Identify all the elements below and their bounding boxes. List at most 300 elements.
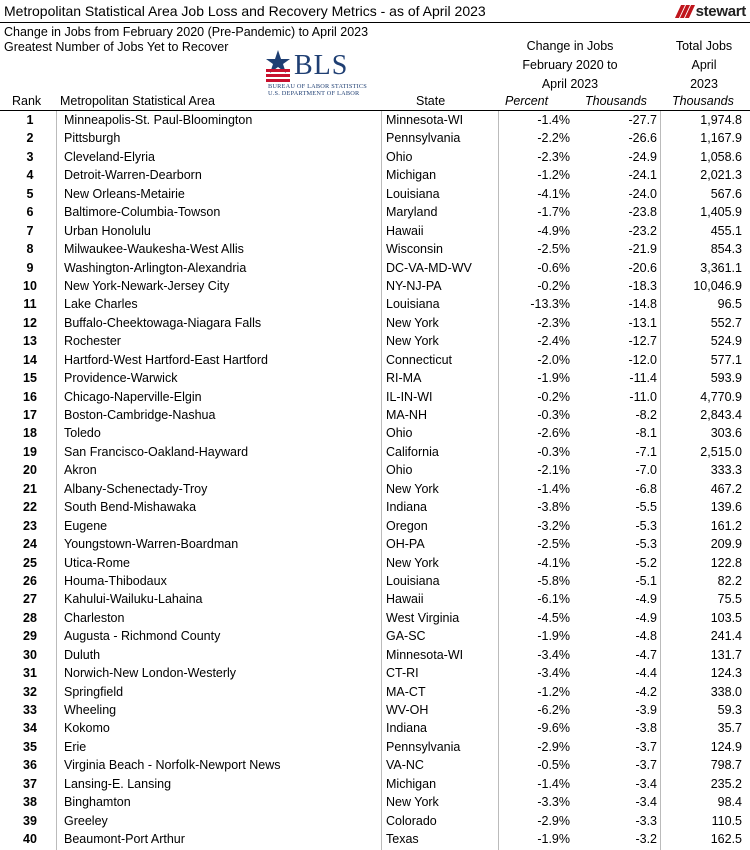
msa-cell: New Orleans-Metairie <box>64 186 185 201</box>
msa-cell: Kokomo <box>64 721 110 736</box>
rank-cell: 13 <box>23 334 37 349</box>
state-cell: Minnesota-WI <box>386 647 464 662</box>
percent-cell: -2.0% <box>537 352 570 367</box>
title-bar <box>0 0 750 23</box>
total-jobs-cell: 467.2 <box>710 481 742 496</box>
table-row <box>0 535 750 553</box>
msa-cell: Boston-Cambridge-Nashua <box>64 408 216 422</box>
table-row <box>0 148 750 166</box>
rank-cell: 6 <box>26 205 34 220</box>
column-header-total-thousands: Thousands <box>672 94 734 108</box>
rank-cell: 25 <box>23 555 37 570</box>
rank-cell: 20 <box>23 463 37 478</box>
percent-cell: -1.4% <box>537 776 570 791</box>
column-header-msa: Metropolitan Statistical Area <box>60 94 215 108</box>
thousands-cell: -8.2 <box>635 408 657 422</box>
rank-cell: 16 <box>23 389 37 404</box>
percent-cell: -3.2% <box>537 518 570 533</box>
percent-cell: -2.6% <box>537 426 570 441</box>
percent-cell: -0.6% <box>537 260 570 275</box>
state-cell: Maryland <box>386 205 438 220</box>
thousands-cell: -3.3 <box>635 813 657 828</box>
state-cell: Ohio <box>386 149 413 164</box>
table-row <box>0 443 750 461</box>
total-jobs-cell: 241.4 <box>710 629 742 644</box>
state-cell: Louisiana <box>386 186 440 201</box>
total-jobs-cell: 338.0 <box>710 684 742 699</box>
table-row <box>0 277 750 295</box>
state-cell: Wisconsin <box>386 242 443 257</box>
msa-cell: Buffalo-Cheektowaga-Niagara Falls <box>64 315 262 330</box>
state-cell: New York <box>386 795 439 810</box>
msa-cell: Springfield <box>64 684 124 699</box>
state-cell: DC-VA-MD-WV <box>386 260 472 275</box>
percent-cell: -2.2% <box>537 131 570 146</box>
total-jobs-cell: 110.5 <box>711 813 742 828</box>
percent-cell: -2.9% <box>537 813 570 828</box>
percent-cell: -4.5% <box>537 610 570 625</box>
table-row <box>0 332 750 350</box>
rank-cell: 2 <box>26 131 34 146</box>
table-row <box>0 830 750 848</box>
total-jobs-cell: 3,361.1 <box>700 260 742 275</box>
rank-cell: 38 <box>23 795 37 810</box>
table-row <box>0 388 750 406</box>
total-jobs-cell: 552.7 <box>710 315 742 330</box>
total-jobs-cell: 82.2 <box>717 573 742 588</box>
state-cell: Texas <box>386 832 419 847</box>
thousands-cell: -23.8 <box>628 205 657 220</box>
thousands-cell: -5.3 <box>635 518 657 533</box>
table-row <box>0 480 750 498</box>
rank-cell: 12 <box>23 315 37 330</box>
msa-cell: Youngstown-Warren-Boardman <box>64 537 239 552</box>
state-cell: Ohio <box>386 463 413 478</box>
rank-cell: 8 <box>26 242 34 257</box>
state-cell: Connecticut <box>386 352 453 367</box>
total-jobs-cell: 333.3 <box>710 463 742 478</box>
total-jobs-cell: 1,167.9 <box>700 131 742 146</box>
thousands-cell: -4.4 <box>635 666 657 681</box>
table-row <box>0 554 750 572</box>
table-row <box>0 185 750 203</box>
table-row <box>0 240 750 258</box>
thousands-cell: -4.9 <box>635 610 657 625</box>
thousands-cell: -6.8 <box>635 481 657 496</box>
table-row <box>0 793 750 811</box>
state-cell: Michigan <box>386 168 437 183</box>
total-jobs-cell: 122.8 <box>710 555 742 570</box>
msa-cell: Erie <box>64 739 87 754</box>
total-jobs-cell: 593.9 <box>710 371 742 386</box>
total-jobs-cell: 2,021.3 <box>700 168 742 183</box>
msa-cell: Charleston <box>64 610 125 625</box>
total-header-line1: Total Jobs <box>675 39 733 53</box>
rank-cell: 21 <box>23 481 37 496</box>
total-jobs-cell: 162.5 <box>710 832 742 847</box>
total-jobs-cell: 235.2 <box>710 776 742 791</box>
state-cell: Pennsylvania <box>386 131 461 146</box>
total-jobs-cell: 209.9 <box>710 537 742 552</box>
percent-cell: -1.9% <box>537 832 570 847</box>
table-row <box>0 166 750 184</box>
msa-cell: San Francisco-Oakland-Hayward <box>64 444 249 459</box>
msa-cell: Kahului-Wailuku-Lahaina <box>64 592 203 607</box>
total-jobs-cell: 455.1 <box>710 223 742 238</box>
stewart-logo-icon <box>676 5 694 18</box>
thousands-cell: -5.5 <box>635 500 657 515</box>
state-cell: Hawaii <box>386 223 424 238</box>
rank-cell: 35 <box>23 739 37 754</box>
thousands-cell: -24.1 <box>628 168 657 183</box>
total-jobs-cell: 854.3 <box>710 242 742 257</box>
rank-cell: 18 <box>23 426 37 441</box>
msa-cell: Norwich-New London-Westerly <box>64 666 237 681</box>
rank-cell: 9 <box>26 260 34 275</box>
data-table <box>0 111 750 849</box>
percent-cell: -0.3% <box>537 408 570 422</box>
state-cell: Louisiana <box>386 297 440 312</box>
percent-cell: -6.2% <box>537 703 570 717</box>
total-jobs-cell: 303.6 <box>710 426 742 441</box>
rank-cell: 37 <box>23 776 37 791</box>
msa-cell: Augusta - Richmond County <box>64 629 221 644</box>
thousands-cell: -5.2 <box>635 555 657 570</box>
rank-cell: 40 <box>23 832 37 847</box>
state-cell: Michigan <box>386 776 437 791</box>
rank-cell: 30 <box>23 647 37 662</box>
state-cell: Oregon <box>386 518 428 533</box>
table-row <box>0 627 750 645</box>
bls-logo-icon <box>262 49 294 83</box>
stewart-logo-text: stewart <box>695 3 746 20</box>
msa-cell: Utica-Rome <box>64 555 130 570</box>
state-cell: New York <box>386 481 439 496</box>
thousands-cell: -20.6 <box>628 260 657 275</box>
thousands-cell: -3.9 <box>635 703 657 717</box>
msa-cell: Albany-Schenectady-Troy <box>64 481 208 496</box>
rank-cell: 23 <box>23 518 37 533</box>
rank-cell: 10 <box>23 278 37 293</box>
percent-cell: -0.5% <box>537 758 570 773</box>
state-cell: IL-IN-WI <box>386 389 433 404</box>
state-cell: CT-RI <box>386 666 419 681</box>
change-header-line3: April 2023 <box>541 77 599 91</box>
state-cell: Hawaii <box>386 592 424 607</box>
rank-cell: 3 <box>26 149 34 164</box>
subtitle-2: Greatest Number of Jobs Yet to Recover <box>4 40 229 54</box>
table-row <box>0 406 750 424</box>
total-jobs-cell: 577.1 <box>710 352 742 367</box>
thousands-cell: -3.7 <box>635 758 657 773</box>
rank-cell: 19 <box>23 444 37 459</box>
total-header-line3: 2023 <box>690 77 718 91</box>
total-jobs-cell: 1,974.8 <box>700 113 742 127</box>
total-jobs-cell: 131.7 <box>710 647 742 662</box>
total-jobs-cell: 4,770.9 <box>700 389 742 404</box>
thousands-cell: -7.0 <box>635 463 657 478</box>
state-cell: Minnesota-WI <box>386 113 464 127</box>
bls-logo <box>262 49 382 99</box>
state-cell: GA-SC <box>386 629 426 644</box>
thousands-cell: -3.2 <box>635 832 657 847</box>
thousands-cell: -7.1 <box>635 444 657 459</box>
table-row <box>0 424 750 442</box>
rank-cell: 29 <box>23 629 37 644</box>
state-cell: West Virginia <box>386 610 460 625</box>
msa-cell: Lansing-E. Lansing <box>64 776 172 791</box>
total-jobs-cell: 10,046.9 <box>693 278 742 293</box>
total-jobs-cell: 96.5 <box>717 297 742 312</box>
table-row <box>0 314 750 332</box>
percent-cell: -5.8% <box>537 573 570 588</box>
state-cell: NY-NJ-PA <box>386 278 442 293</box>
table-row <box>0 498 750 516</box>
thousands-cell: -11.0 <box>629 389 657 404</box>
column-header-rank: Rank <box>12 94 42 108</box>
state-cell: MA-CT <box>386 684 426 699</box>
state-cell: OH-PA <box>386 537 425 552</box>
msa-cell: Virginia Beach - Norfolk-Newport News <box>64 758 281 773</box>
thousands-cell: -4.9 <box>635 592 657 607</box>
table-row <box>0 738 750 756</box>
thousands-cell: -18.3 <box>628 278 657 293</box>
msa-cell: Minneapolis-St. Paul-Bloomington <box>64 113 253 127</box>
total-jobs-cell: 567.6 <box>710 186 742 201</box>
msa-cell: Providence-Warwick <box>64 371 178 386</box>
percent-cell: -3.8% <box>537 500 570 515</box>
table-row <box>0 609 750 627</box>
table-row <box>0 517 750 535</box>
rank-cell: 36 <box>23 758 37 773</box>
state-cell: California <box>386 444 439 459</box>
msa-cell: Houma-Thibodaux <box>64 573 167 588</box>
total-jobs-cell: 98.4 <box>717 795 742 810</box>
percent-cell: -3.4% <box>537 647 570 662</box>
total-jobs-cell: 124.9 <box>710 739 742 754</box>
percent-cell: -1.9% <box>537 371 570 386</box>
msa-cell: Urban Honolulu <box>64 223 151 238</box>
change-header-line2: February 2020 to <box>522 58 618 72</box>
total-jobs-cell: 2,843.4 <box>700 408 742 422</box>
state-cell: Colorado <box>386 813 437 828</box>
table-row <box>0 701 750 719</box>
thousands-cell: -23.2 <box>628 223 657 238</box>
change-group-header <box>495 37 645 94</box>
thousands-cell: -27.7 <box>628 113 657 127</box>
percent-cell: -2.9% <box>537 739 570 754</box>
thousands-cell: -3.8 <box>635 721 657 736</box>
table-row <box>0 203 750 221</box>
total-jobs-cell: 524.9 <box>710 334 742 349</box>
percent-cell: -4.9% <box>537 223 570 238</box>
percent-cell: -13.3% <box>530 297 570 312</box>
percent-cell: -0.3% <box>537 444 570 459</box>
state-cell: Indiana <box>386 500 428 515</box>
state-cell: MA-NH <box>386 408 427 422</box>
rank-cell: 33 <box>23 703 37 717</box>
rank-cell: 17 <box>23 408 37 422</box>
table-row <box>0 664 750 682</box>
total-jobs-cell: 139.6 <box>710 500 742 515</box>
percent-cell: -1.4% <box>537 113 570 127</box>
subtitle-1: Change in Jobs from February 2020 (Pre-Pandemic) to April 2023 <box>4 25 369 39</box>
table-row <box>0 756 750 774</box>
stewart-logo <box>676 3 746 20</box>
thousands-cell: -24.0 <box>628 186 657 201</box>
percent-cell: -6.1% <box>537 592 570 607</box>
percent-cell: -2.3% <box>537 315 570 330</box>
thousands-cell: -12.7 <box>628 334 657 349</box>
rank-cell: 4 <box>26 168 34 183</box>
percent-cell: -2.1% <box>537 463 570 478</box>
thousands-cell: -24.9 <box>628 149 657 164</box>
state-cell: VA-NC <box>386 758 424 773</box>
rank-cell: 27 <box>23 592 37 607</box>
total-jobs-cell: 75.5 <box>717 592 742 607</box>
msa-cell: Duluth <box>64 647 101 662</box>
percent-cell: -0.2% <box>537 389 570 404</box>
thousands-cell: -12.0 <box>628 352 657 367</box>
state-cell: Pennsylvania <box>386 739 461 754</box>
thousands-cell: -13.1 <box>628 315 657 330</box>
change-header-line1: Change in Jobs <box>526 39 614 53</box>
state-cell: RI-MA <box>386 371 422 386</box>
rank-cell: 28 <box>23 610 37 625</box>
state-cell: New York <box>386 315 439 330</box>
msa-cell: Hartford-West Hartford-East Hartford <box>64 352 268 367</box>
thousands-cell: -3.7 <box>635 739 657 754</box>
msa-cell: Rochester <box>64 334 121 349</box>
thousands-cell: -11.4 <box>629 371 657 386</box>
thousands-cell: -5.3 <box>635 537 657 552</box>
table-row <box>0 111 750 129</box>
percent-cell: -3.3% <box>537 795 570 810</box>
percent-cell: -2.5% <box>537 242 570 257</box>
bls-logo-line2: U.S. DEPARTMENT OF LABOR <box>268 90 360 97</box>
state-cell: New York <box>386 555 439 570</box>
msa-cell: Greeley <box>64 813 108 828</box>
total-jobs-cell: 59.3 <box>717 703 742 717</box>
msa-cell: Milwaukee-Waukesha-West Allis <box>64 242 244 257</box>
table-row <box>0 590 750 608</box>
rank-cell: 31 <box>23 666 37 681</box>
rank-cell: 22 <box>23 500 37 515</box>
msa-cell: Chicago-Naperville-Elgin <box>64 389 202 404</box>
percent-cell: -3.4% <box>537 666 570 681</box>
percent-cell: -4.1% <box>537 186 570 201</box>
table-row <box>0 461 750 479</box>
column-header-thousands: Thousands <box>585 94 647 108</box>
thousands-cell: -26.6 <box>628 131 657 146</box>
table-row <box>0 369 750 387</box>
thousands-cell: -5.1 <box>635 573 657 588</box>
rank-cell: 32 <box>23 684 37 699</box>
table-row <box>0 351 750 369</box>
column-header-percent: Percent <box>505 94 549 108</box>
thousands-cell: -4.8 <box>635 629 657 644</box>
percent-cell: -2.5% <box>537 537 570 552</box>
percent-cell: -1.4% <box>537 481 570 496</box>
state-cell: Ohio <box>386 426 413 441</box>
table-row <box>0 129 750 147</box>
table-row <box>0 646 750 664</box>
percent-cell: -2.3% <box>537 149 570 164</box>
thousands-cell: -3.4 <box>635 795 657 810</box>
total-jobs-cell: 1,058.6 <box>700 149 742 164</box>
thousands-cell: -4.2 <box>635 684 657 699</box>
msa-cell: Pittsburgh <box>64 131 121 146</box>
percent-cell: -1.2% <box>537 684 570 699</box>
percent-cell: -0.2% <box>537 278 570 293</box>
msa-cell: Detroit-Warren-Dearborn <box>64 168 202 183</box>
total-jobs-cell: 124.3 <box>710 666 742 681</box>
msa-cell: Cleveland-Elyria <box>64 149 156 164</box>
rank-cell: 15 <box>23 371 37 386</box>
rank-cell: 1 <box>26 113 34 127</box>
table-row <box>0 295 750 313</box>
msa-cell: Lake Charles <box>64 297 138 312</box>
percent-cell: -1.2% <box>537 168 570 183</box>
total-jobs-cell: 1,405.9 <box>700 205 742 220</box>
thousands-cell: -4.7 <box>635 647 657 662</box>
table-row <box>0 572 750 590</box>
msa-cell: Wheeling <box>64 703 117 717</box>
rank-cell: 5 <box>26 186 34 201</box>
thousands-cell: -8.1 <box>635 426 657 441</box>
msa-cell: Binghamton <box>64 795 131 810</box>
total-header-line2: April <box>691 58 717 72</box>
percent-cell: -4.1% <box>537 555 570 570</box>
total-group-header <box>660 37 748 94</box>
rank-cell: 7 <box>26 223 34 238</box>
thousands-cell: -14.8 <box>628 297 657 312</box>
bls-logo-line1: BUREAU OF LABOR STATISTICS <box>268 83 367 90</box>
table-row <box>0 775 750 793</box>
msa-cell: Eugene <box>64 518 108 533</box>
msa-cell: New York-Newark-Jersey City <box>64 278 230 293</box>
percent-cell: -9.6% <box>537 721 570 736</box>
percent-cell: -1.9% <box>537 629 570 644</box>
msa-cell: Washington-Arlington-Alexandria <box>64 260 247 275</box>
state-cell: WV-OH <box>386 703 429 717</box>
msa-cell: Beaumont-Port Arthur <box>64 832 185 847</box>
total-jobs-cell: 35.7 <box>717 721 742 736</box>
msa-cell: South Bend-Mishawaka <box>64 500 197 515</box>
rank-cell: 26 <box>23 573 37 588</box>
rank-cell: 34 <box>23 721 37 736</box>
total-jobs-cell: 2,515.0 <box>700 444 742 459</box>
thousands-cell: -3.4 <box>635 776 657 791</box>
total-jobs-cell: 103.5 <box>710 610 742 625</box>
table-row <box>0 222 750 240</box>
rank-cell: 39 <box>23 813 37 828</box>
table-row <box>0 683 750 701</box>
percent-cell: -2.4% <box>537 334 570 349</box>
bls-logo-letters: BLS <box>294 50 349 81</box>
total-jobs-cell: 161.2 <box>710 518 742 533</box>
column-header-state: State <box>416 94 446 108</box>
state-cell: Louisiana <box>386 573 440 588</box>
rank-cell: 11 <box>23 297 37 312</box>
state-cell: New York <box>386 334 439 349</box>
table-row <box>0 812 750 830</box>
table-row <box>0 719 750 737</box>
msa-cell: Toledo <box>64 426 101 441</box>
rank-cell: 14 <box>23 352 37 367</box>
page-title: Metropolitan Statistical Area Job Loss and Recovery Metrics - as of April 2023 <box>4 3 486 19</box>
thousands-cell: -21.9 <box>628 242 657 257</box>
